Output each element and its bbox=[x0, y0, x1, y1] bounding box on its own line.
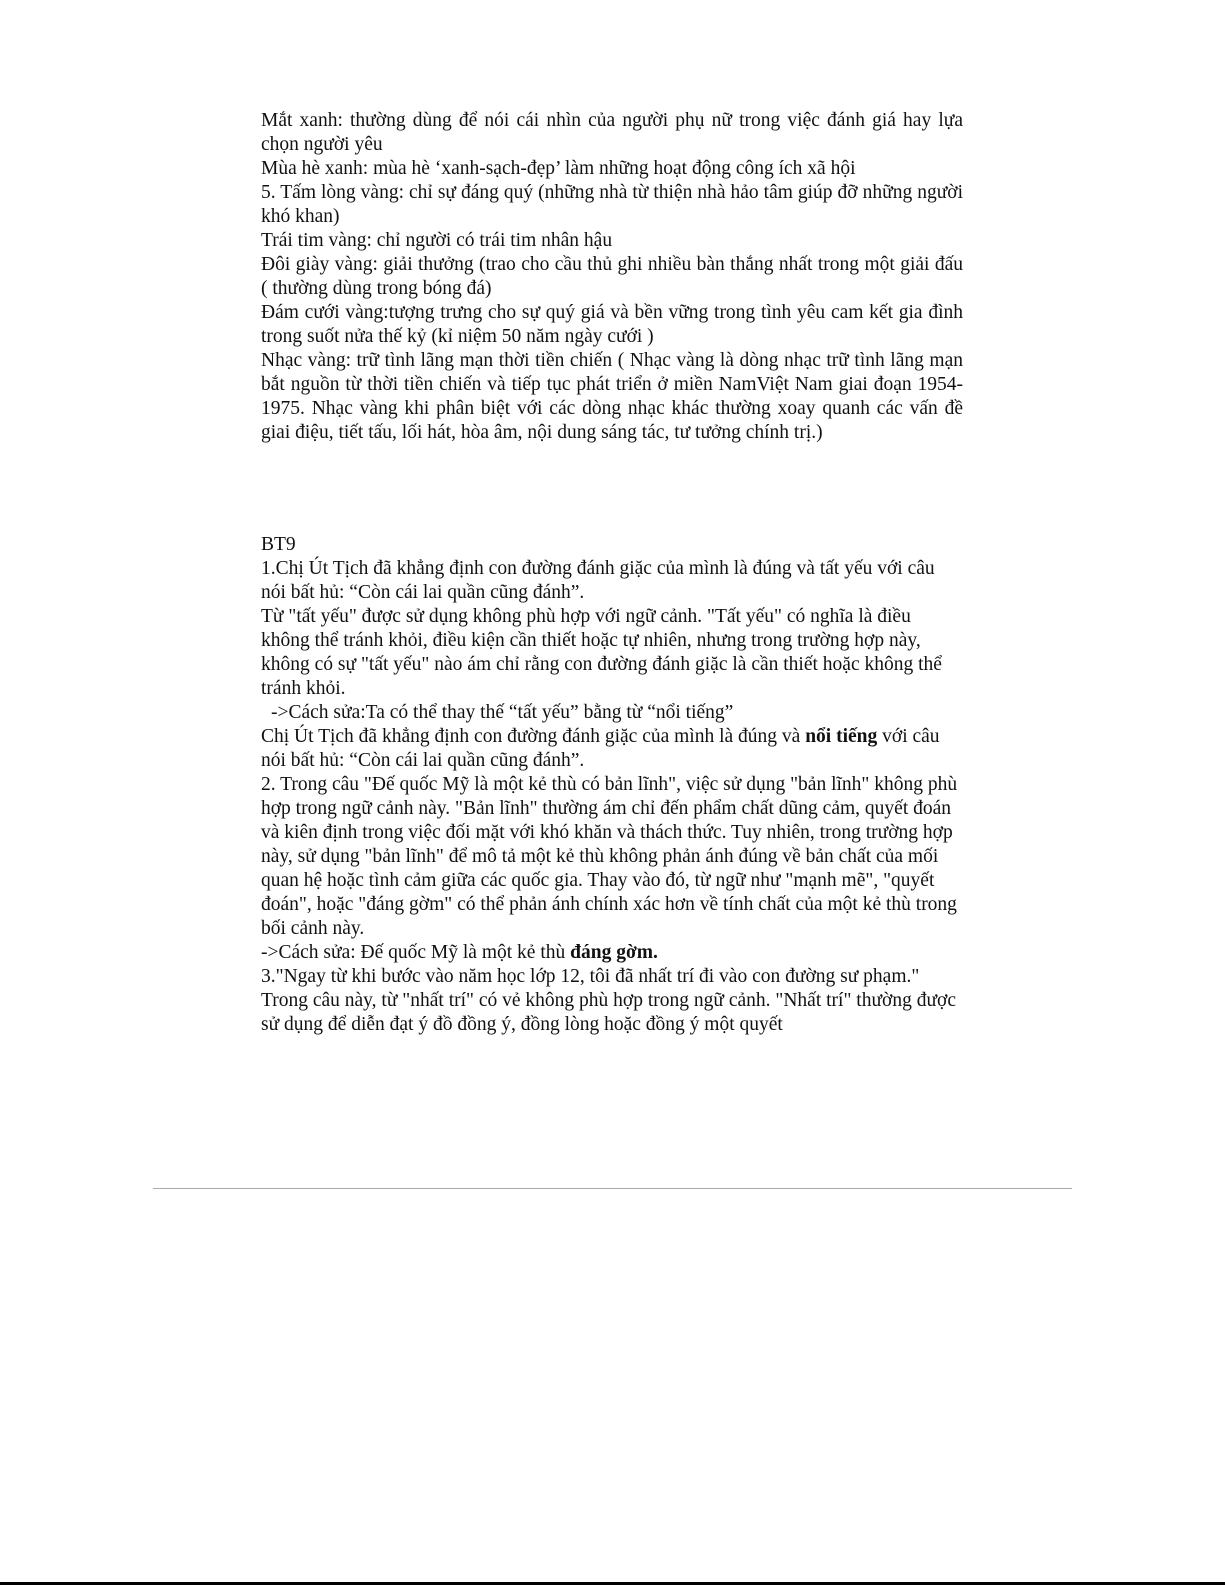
section-heading: BT9 bbox=[261, 534, 296, 555]
top-section bbox=[261, 109, 963, 445]
paragraph-sentence-3: 3."Ngay từ khi bước vào năm học lớp 12, tôi đã nhất trí đi vào con đường sư phạm." bbox=[261, 966, 920, 987]
paragraph-explanation-1: Từ "tất yếu" được sử dụng không phù hợp với ngữ cảnh. "Tất yếu" có nghĩa là điều không thể tránh khỏi, điều kiện cần thiết hoặc tự nhiên, nhưng trong trường hợp này, không có sự "tất yếu" nào ám chỉ rằng con đường đánh giặc là cần thiết hoặc không thể tránh khỏi. bbox=[261, 606, 942, 699]
corrected-1-text-after: với câu nói bất hủ: “Còn cái lai quần cũng đánh”. bbox=[261, 726, 940, 771]
paragraph-sentence-1: 1.Chị Út Tịch đã khẳng định con đường đánh giặc của mình là đúng và tất yếu với câu nói bất hủ: “Còn cái lai quần cũng đánh”. bbox=[261, 558, 935, 603]
fix-2-text-before: ->Cách sửa: Đế quốc Mỹ là một kẻ thù bbox=[261, 942, 571, 963]
paragraph-explanation-3: Trong câu này, từ "nhất trí" có vẻ không phù hợp trong ngữ cảnh. "Nhất trí" thường được sử dụng để diễn đạt ý đồ đồng ý, đồng lòng hoặc đồng ý một quyết bbox=[261, 990, 957, 1035]
paragraph-fix-2 bbox=[261, 941, 963, 965]
corrected-1-bold-word: nổi tiếng bbox=[805, 726, 878, 747]
fix-2-bold-word: đáng gờm. bbox=[570, 942, 658, 963]
corrected-1-text-before: Chị Út Tịch đã khẳng định con đường đánh giặc của mình là đúng và bbox=[261, 726, 806, 747]
page-divider bbox=[153, 1188, 1072, 1189]
paragraph-nhac-vang: Nhạc vàng: trữ tình lãng mạn thời tiền chiến ( Nhạc vàng là dòng nhạc trữ tình lãng mạn bắt nguồn từ thời tiền chiến và tiếp tục phát triển ở miền NamViệt Nam giai đoạn 1954-1975. Nhạc vàng khi phân biệt với các dòng nhạc khác thường xoay quanh các vấn đề giai điệu, tiết tấu, lối hát, hòa âm, nội dung sáng tác, tư tưởng chính trị.) bbox=[261, 350, 963, 443]
paragraph-dam-cuoi-vang: Đám cưới vàng:tượng trưng cho sự quý giá và bền vững trong tình yêu cam kết gia đình trong suốt nửa thế kỷ (kỉ niệm 50 năm ngày cưới ) bbox=[261, 302, 963, 347]
paragraph-fix-1: ->Cách sửa:Ta có thể thay thế “tất yếu” bằng từ “nổi tiếng” bbox=[271, 702, 734, 723]
paragraph-mat-xanh: Mắt xanh: thường dùng để nói cái nhìn của người phụ nữ trong việc đánh giá hay lựa chọn người yêu bbox=[261, 110, 963, 155]
paragraph-explanation-2: 2. Trong câu "Đế quốc Mỹ là một kẻ thù có bản lĩnh", việc sử dụng "bản lĩnh" không phù hợp trong ngữ cảnh này. "Bản lĩnh" thường ám chỉ đến phẩm chất dũng cảm, quyết đoán và kiên định trong việc đối mặt với khó khăn và thách thức. Tuy nhiên, trong trường hợp này, sử dụng "bản lĩnh" để mô tả một kẻ thù không phản ánh đúng về bản chất của mối quan hệ hoặc tình cảm giữa các quốc gia. Thay vào đó, từ ngữ như "mạnh mẽ", "quyết đoán", hoặc "đáng gờm" có thể phản ánh chính xác hơn về tính chất của một kẻ thù trong bối cảnh này. bbox=[261, 774, 958, 939]
paragraph-doi-giay-vang: Đôi giày vàng: giải thưởng (trao cho cầu thủ ghi nhiều bàn thắng nhất trong một giải đấu ( thường dùng trong bóng đá) bbox=[261, 254, 963, 299]
paragraph-mua-he-xanh: Mùa hè xanh: mùa hè ‘xanh-sạch-đẹp’ làm những hoạt động công ích xã hội bbox=[261, 158, 856, 179]
bt9-section bbox=[261, 533, 963, 1037]
paragraph-tam-long-vang: 5. Tấm lòng vàng: chỉ sự đáng quý (những nhà từ thiện nhà hảo tâm giúp đỡ những người khó khan) bbox=[261, 182, 963, 227]
paragraph-trai-tim-vang: Trái tim vàng: chỉ người có trái tim nhân hậu bbox=[261, 230, 613, 251]
paragraph-corrected-1 bbox=[261, 725, 963, 773]
